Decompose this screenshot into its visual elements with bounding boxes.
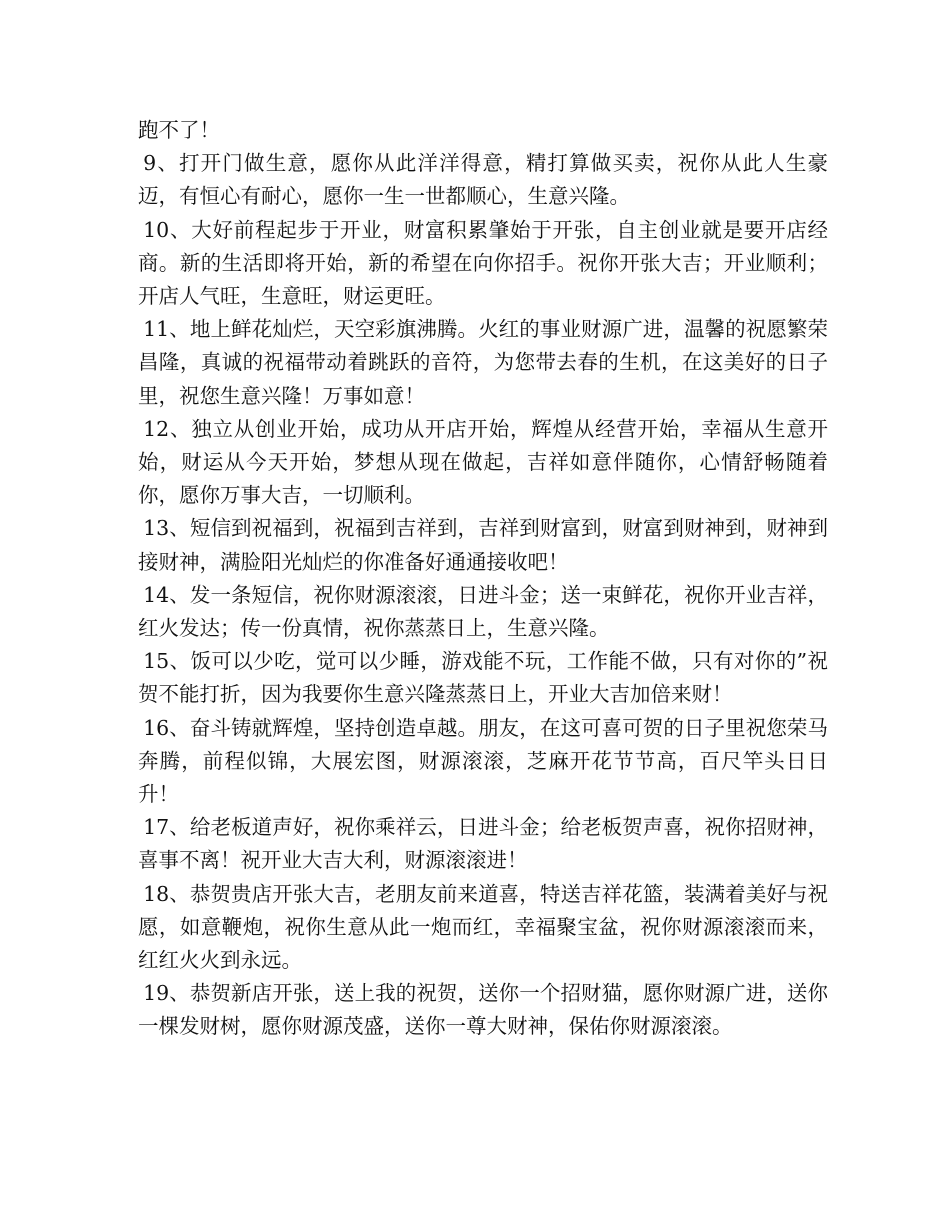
list-item: 13、短信到祝福到，祝福到吉祥到，吉祥到财富到，财富到财神到，财神到接财神，满脸阳光灿烂的你准备好通通接收吧！ [138, 516, 828, 574]
list-item: 15、饭可以少吃，觉可以少睡，游戏能不玩，工作能不做，只有对你的”祝贺不能打折，因为我要你生意兴隆蒸蒸日上，开业大吉加倍来财！ [138, 649, 828, 707]
list-item: 10、大好前程起步于开业，财富积累肇始于开张，自主创业就是要开店经商。新的生活即将开始，新的希望在向你招手。祝你开张大吉；开业顺利；开店人气旺，生意旺，财运更旺。 [138, 217, 828, 309]
list-item: 18、恭贺贵店开张大吉，老朋友前来道喜，特送吉祥花篮，装满着美好与祝愿，如意鞭炮，祝你生意从此一炮而红，幸福聚宝盆，祝你财源滚滚而来，红红火火到永远。 [138, 881, 828, 973]
list-item: 11、地上鲜花灿烂，天空彩旗沸腾。火红的事业财源广进，温馨的祝愿繁荣昌隆，真诚的祝福带动着跳跃的音符，为您带去春的生机，在这美好的日子里，祝您生意兴隆！万事如意！ [138, 317, 828, 408]
list-item: 12、独立从创业开始，成功从开店开始，辉煌从经营开始，幸福从生意开始，财运从今天开始，梦想从现在做起，吉祥如意伴随你，心情舒畅随着你，愿你万事大吉，一切顺利。 [138, 416, 828, 508]
document-body [138, 114, 828, 1044]
list-item: 9、打开门做生意，愿你从此洋洋得意，精打算做买卖，祝你从此人生豪迈，有恒心有耐心，愿你一生一世都顺心，生意兴隆。 [138, 151, 828, 209]
list-item: 19、恭贺新店开张，送上我的祝贺，送你一个招财猫，愿你财源广进，送你一棵发财树，愿你财源茂盛，送你一尊大财神，保佑你财源滚滚。 [138, 981, 828, 1039]
list-item: 14、发一条短信，祝你财源滚滚，日进斗金；送一束鲜花，祝你开业吉祥，红火发达；传一份真情，祝你蒸蒸日上，生意兴隆。 [138, 582, 828, 641]
list-item: 17、给老板道声好，祝你乘祥云，日进斗金；给老板贺声喜，祝你招财神，喜事不离！祝开业大吉大利，财源滚滚进！ [138, 815, 828, 873]
lead-paragraph: 跑不了！ [138, 118, 220, 142]
list-item: 16、奋斗铸就辉煌，坚持创造卓越。朋友，在这可喜可贺的日子里祝您荣马奔腾，前程似锦，大展宏图，财源滚滚，芝麻开花节节高，百尺竿头日日升！ [138, 715, 828, 807]
